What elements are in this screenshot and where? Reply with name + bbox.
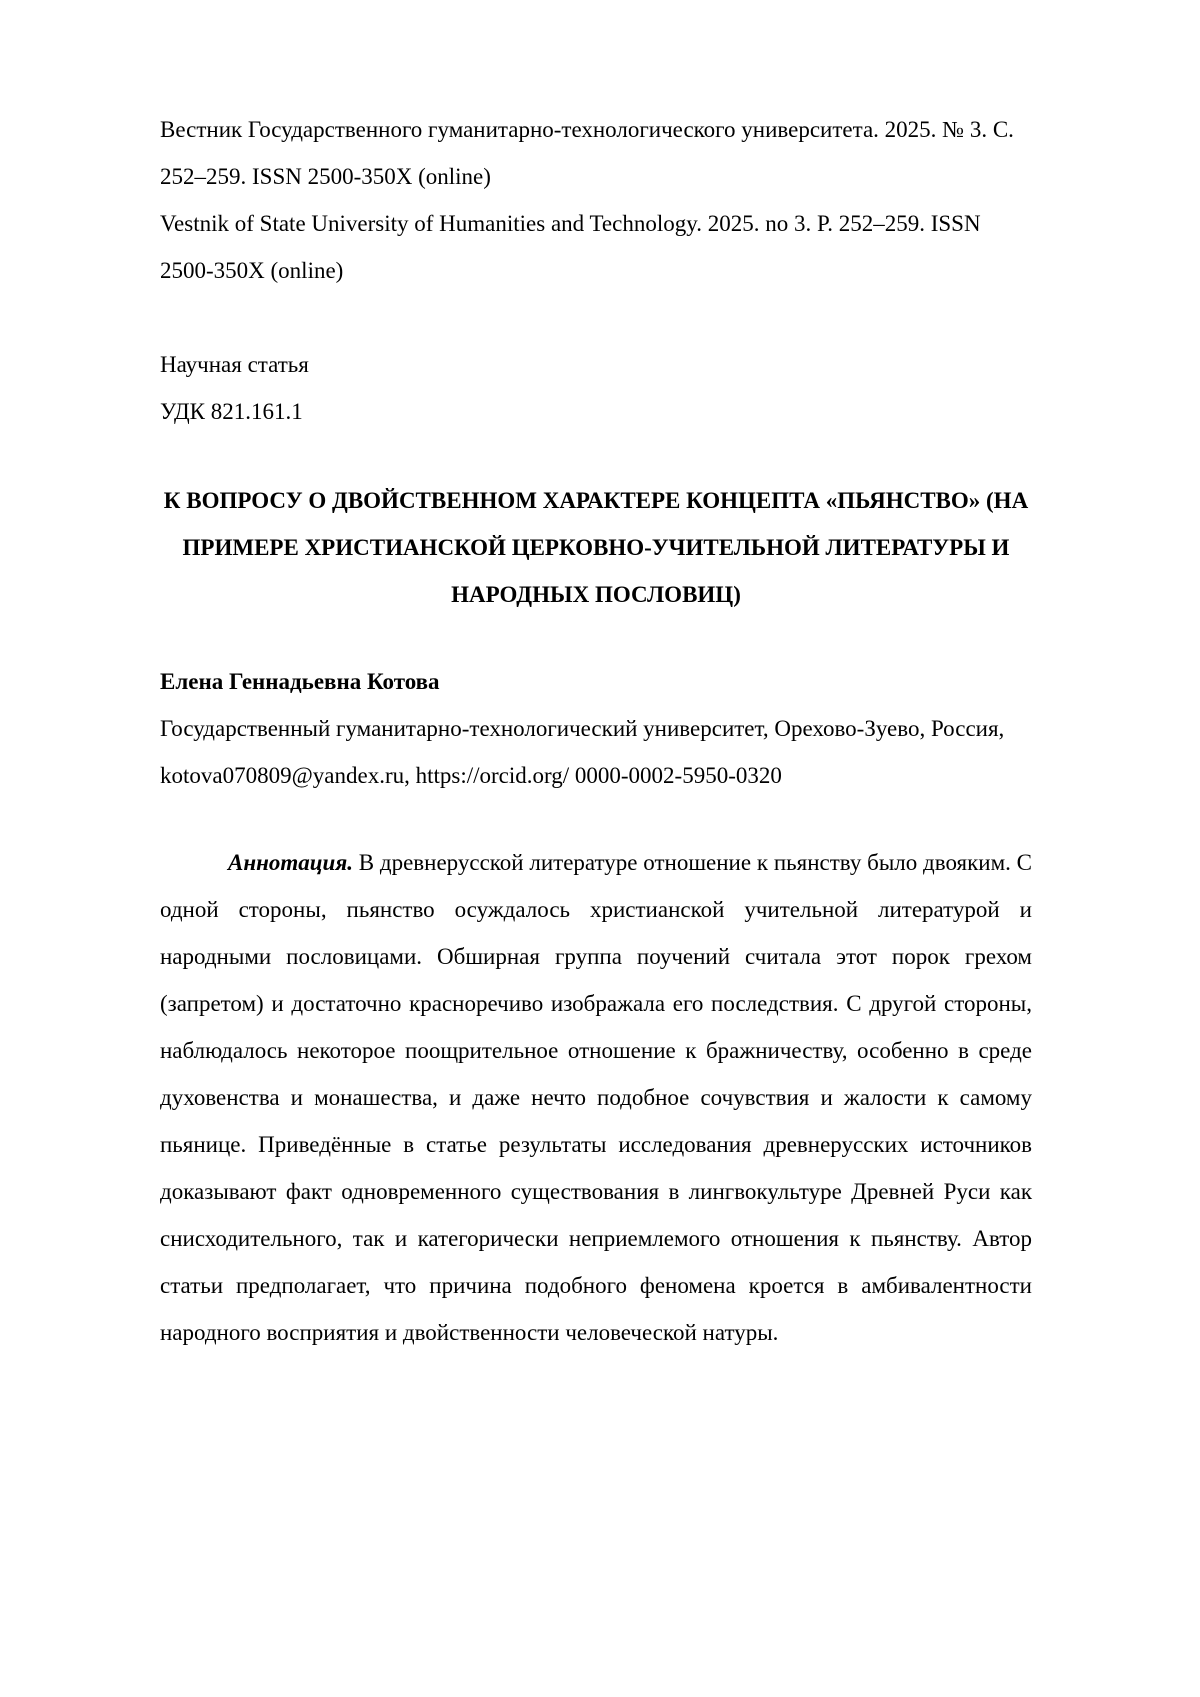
article-meta (160, 341, 1032, 435)
udc-code: УДК 821.161.1 (160, 399, 303, 424)
article-type: Научная статья (160, 352, 309, 377)
abstract (160, 839, 1032, 1356)
article-title: К ВОПРОСУ О ДВОЙСТВЕННОМ ХАРАКТЕРЕ КОНЦЕПТА «ПЬЯНСТВО» (НА ПРИМЕРЕ ХРИСТИАНСКОЙ ЦЕРКОВНО-УЧИТЕЛЬНОЙ ЛИТЕРАТУРЫ И НАРОДНЫХ ПОСЛОВИЦ) (163, 488, 1029, 607)
citation-english: Vestnik of State University of Humanities and Technology. 2025. no 3. P. 252–259. ISSN 2500-350X (online) (160, 211, 981, 283)
author-block (160, 658, 1032, 799)
author-affiliation: Государственный гуманитарно-технологический университет, Орехово-Зуево, Россия, kotova070809@yandex.ru, https://orcid.org/ 0000-0002-5950-0320 (160, 716, 1005, 788)
citation-russian: Вестник Государственного гуманитарно-технологического университета. 2025. № 3. С. 252–259. ISSN 2500-350X (online) (160, 117, 1014, 189)
author-name: Елена Геннадьевна Котова (160, 669, 440, 694)
abstract-text: В древнерусской литературе отношение к пьянству было двояким. С одной стороны, пьянство осуждалось христианской учительной литературой и народными пословицами. Обширная группа поучений считала этот порок грехом (запретом) и достаточно красноречиво изображала его последствия. С другой стороны, наблюдалось некоторое поощрительное отношение к бражничеству, особенно в среде духовенства и монашества, и даже нечто подобное сочувствия и жалости к самому пьянице. Приведённые в статье результаты исследования древнерусских источников доказывают факт одновременного существования в лингвокультуре Древней Руси как снисходительного, так и категорически неприемлемого отношения к пьянству. Автор статьи предполагает, что причина подобного феномена кроется в амбивалентности народного восприятия и двойственности человеческой натуры. (160, 850, 1033, 1345)
abstract-label: Аннотация. (228, 850, 353, 875)
abstract-paragraph (160, 839, 1032, 1356)
journal-header (160, 106, 1032, 294)
